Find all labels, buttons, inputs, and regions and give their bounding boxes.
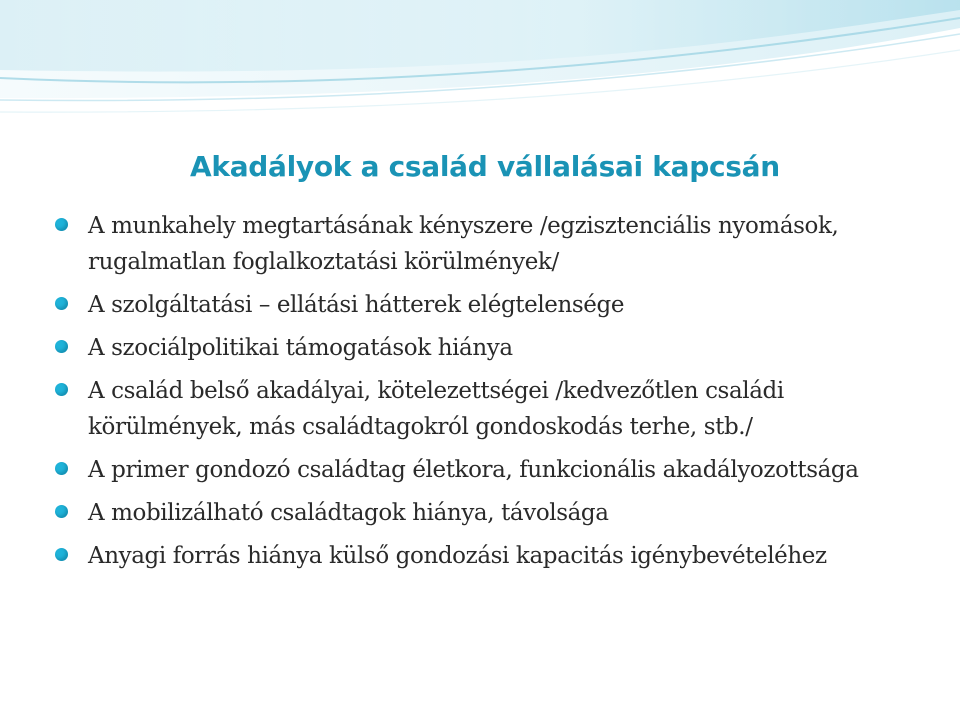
bullet-dot-icon <box>55 548 68 561</box>
list-item-text: A mobilizálható családtagok hiánya, távolsága <box>88 500 609 526</box>
list-item-text: A család belső akadályai, kötelezettségei /kedvezőtlen családi körülmények, más családtagokról gondoskodás terhe, stb./ <box>88 378 784 440</box>
list-item-text: Anyagi forrás hiánya külső gondozási kapacitás igénybevételéhez <box>88 543 827 569</box>
list-item <box>50 495 930 531</box>
list-item <box>50 208 930 280</box>
list-item-text: A primer gondozó családtag életkora, funkcionális akadályozottsága <box>88 457 859 483</box>
bullet-dot-icon <box>55 218 68 231</box>
list-item-text: A szociálpolitikai támogatások hiánya <box>88 335 513 361</box>
slide-title: Akadályok a család vállalásai kapcsán <box>190 150 780 183</box>
list-item <box>50 538 930 574</box>
list-item <box>50 287 930 323</box>
list-item <box>50 373 930 445</box>
bullet-dot-icon <box>55 383 68 396</box>
bullet-list <box>50 208 930 581</box>
list-item <box>50 452 930 488</box>
list-item-text: A munkahely megtartásának kényszere /egzisztenciális nyomások, rugalmatlan foglalkoztatási körülmények/ <box>88 213 839 275</box>
list-item-text: A szolgáltatási – ellátási hátterek elégtelensége <box>88 292 625 318</box>
decorative-header-waves <box>0 0 960 130</box>
bullet-dot-icon <box>55 340 68 353</box>
bullet-dot-icon <box>55 462 68 475</box>
list-item <box>50 330 930 366</box>
bullet-dot-icon <box>55 505 68 518</box>
bullet-dot-icon <box>55 297 68 310</box>
